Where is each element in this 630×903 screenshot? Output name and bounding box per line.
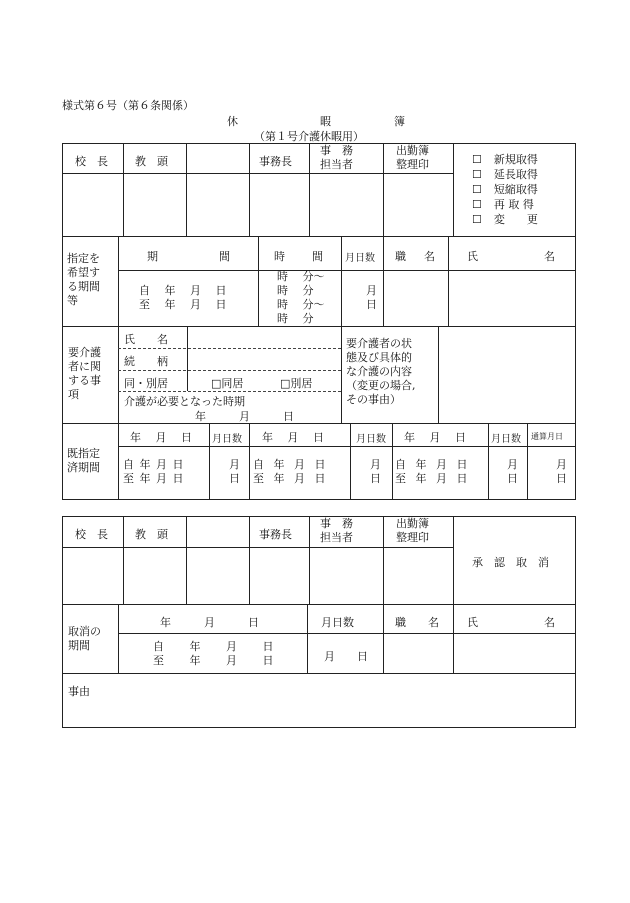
job-header-1: 職 — [395, 250, 406, 263]
care-living-label: 同・別居 — [124, 377, 168, 390]
living-separate-checkbox[interactable]: □別居 — [280, 377, 313, 390]
prior-dates-2[interactable]: 自 年 月 日 至 年 月 日 — [253, 458, 329, 485]
prior-days-2[interactable]: 月 日 — [370, 458, 381, 485]
prior-ymd-2: 年 月 日 — [262, 431, 324, 444]
total-days-value[interactable]: 月 日 — [556, 458, 567, 485]
name-header-1: 氏 — [467, 250, 478, 263]
title-char-3: 簿 — [394, 115, 405, 128]
prior-days-1[interactable]: 月 日 — [229, 458, 240, 485]
care-recipient-label: 要介護 者に関 する事 項 — [68, 346, 101, 401]
care-name-label: 氏 名 — [124, 333, 168, 346]
vice-principal-header-2: 教 頭 — [135, 528, 168, 541]
cancel-period-label: 取消の 期間 — [68, 625, 101, 652]
checkbox-icon[interactable]: ☐ — [472, 198, 482, 211]
title-char-2: 暇 — [320, 115, 331, 128]
prior-days-3[interactable]: 月 日 — [507, 458, 518, 485]
title-char-1: 休 — [227, 115, 238, 128]
requested-period-label: 指定を 希望す る期間 等 — [67, 252, 100, 307]
period-header-2: 間 — [219, 250, 230, 263]
cancel-ymd-label: 年 月 日 — [160, 616, 259, 629]
cancel-job-label: 職 名 — [395, 616, 439, 629]
days-header: 月日数 — [345, 253, 375, 264]
checklist-item-change[interactable]: ☐ 変 更 — [472, 213, 538, 226]
prior-days-label-3: 月日数 — [491, 434, 521, 445]
time-header-1: 時 — [274, 250, 285, 263]
vice-principal-header: 教 頭 — [135, 155, 168, 168]
cancel-dates[interactable]: 自 年 月 日 至 年 月 日 — [153, 640, 274, 667]
living-together-checkbox[interactable]: □同居 — [211, 377, 244, 390]
prior-dates-3[interactable]: 自 年 月 日 至 年 月 日 — [395, 458, 471, 485]
form-number-label: 様式第６号（第６条関係） — [62, 99, 194, 112]
period-dates[interactable]: 自 年 月 日 至 年 月 日 — [139, 284, 227, 311]
care-since-label: 介護が必要となった時期 — [124, 395, 245, 408]
care-state-label: 要介護者の状 態及び具体的 な介護の内容 （変更の場合, その事由） — [346, 337, 416, 406]
principal-header-2: 校 長 — [75, 528, 108, 541]
request-type-checklist — [472, 152, 538, 227]
time-header-2: 間 — [312, 250, 323, 263]
checklist-item-extend[interactable]: ☐ 延長取得 — [472, 168, 538, 181]
prior-ymd-1: 年 月 日 — [130, 431, 192, 444]
care-since-date[interactable]: 年 月 日 — [195, 410, 294, 423]
period-times[interactable]: 時 分～ 時 分 時 分～ 時 分 — [277, 270, 325, 325]
checklist-item-shorten[interactable]: ☐ 短縮取得 — [472, 183, 538, 196]
principal-header: 校 長 — [75, 155, 108, 168]
checklist-item-reacquire[interactable]: ☐ 再 取 得 — [472, 198, 534, 211]
checkbox-icon[interactable]: ☐ — [472, 183, 482, 196]
attendance-seal-header: 出勤簿 整理印 — [396, 144, 429, 171]
period-header-1: 期 — [147, 250, 158, 263]
cancel-name-label: 氏 名 — [467, 616, 555, 629]
office-manager-header-2: 事務長 — [259, 528, 292, 541]
job-header-2: 名 — [424, 250, 435, 263]
name-header-2: 名 — [544, 250, 555, 263]
office-staff-header-2: 事 務 担当者 — [320, 517, 353, 544]
prior-dates-1[interactable]: 自 年 月 日 至 年 月 日 — [123, 458, 185, 485]
prior-days-label-1: 月日数 — [212, 434, 242, 445]
total-days-label: 通算月日 — [531, 432, 563, 441]
cancel-days[interactable]: 月 日 — [324, 650, 368, 663]
approval-cancel-title: 承 認 取 消 — [472, 556, 549, 569]
checklist-item-new[interactable]: ☐ 新規取得 — [472, 153, 538, 166]
reason-label: 事由 — [68, 685, 90, 698]
care-relation-label: 続 柄 — [124, 355, 168, 368]
prior-ymd-3: 年 月 日 — [404, 431, 466, 444]
attendance-seal-header-2: 出勤簿 整理印 — [396, 517, 429, 544]
prior-days-label-2: 月日数 — [356, 434, 386, 445]
office-staff-header: 事 務 担当者 — [320, 144, 353, 171]
subtitle: （第１号介護休暇用） — [254, 130, 364, 143]
prior-period-label: 既指定 済期間 — [67, 447, 100, 474]
checkbox-icon[interactable]: ☐ — [472, 168, 482, 181]
checkbox-icon[interactable]: ☐ — [472, 153, 482, 166]
office-manager-header: 事務長 — [259, 155, 292, 168]
cancel-days-label: 月日数 — [321, 616, 354, 629]
period-days[interactable]: 月 日 — [366, 284, 377, 311]
checkbox-icon[interactable]: ☐ — [472, 213, 482, 226]
